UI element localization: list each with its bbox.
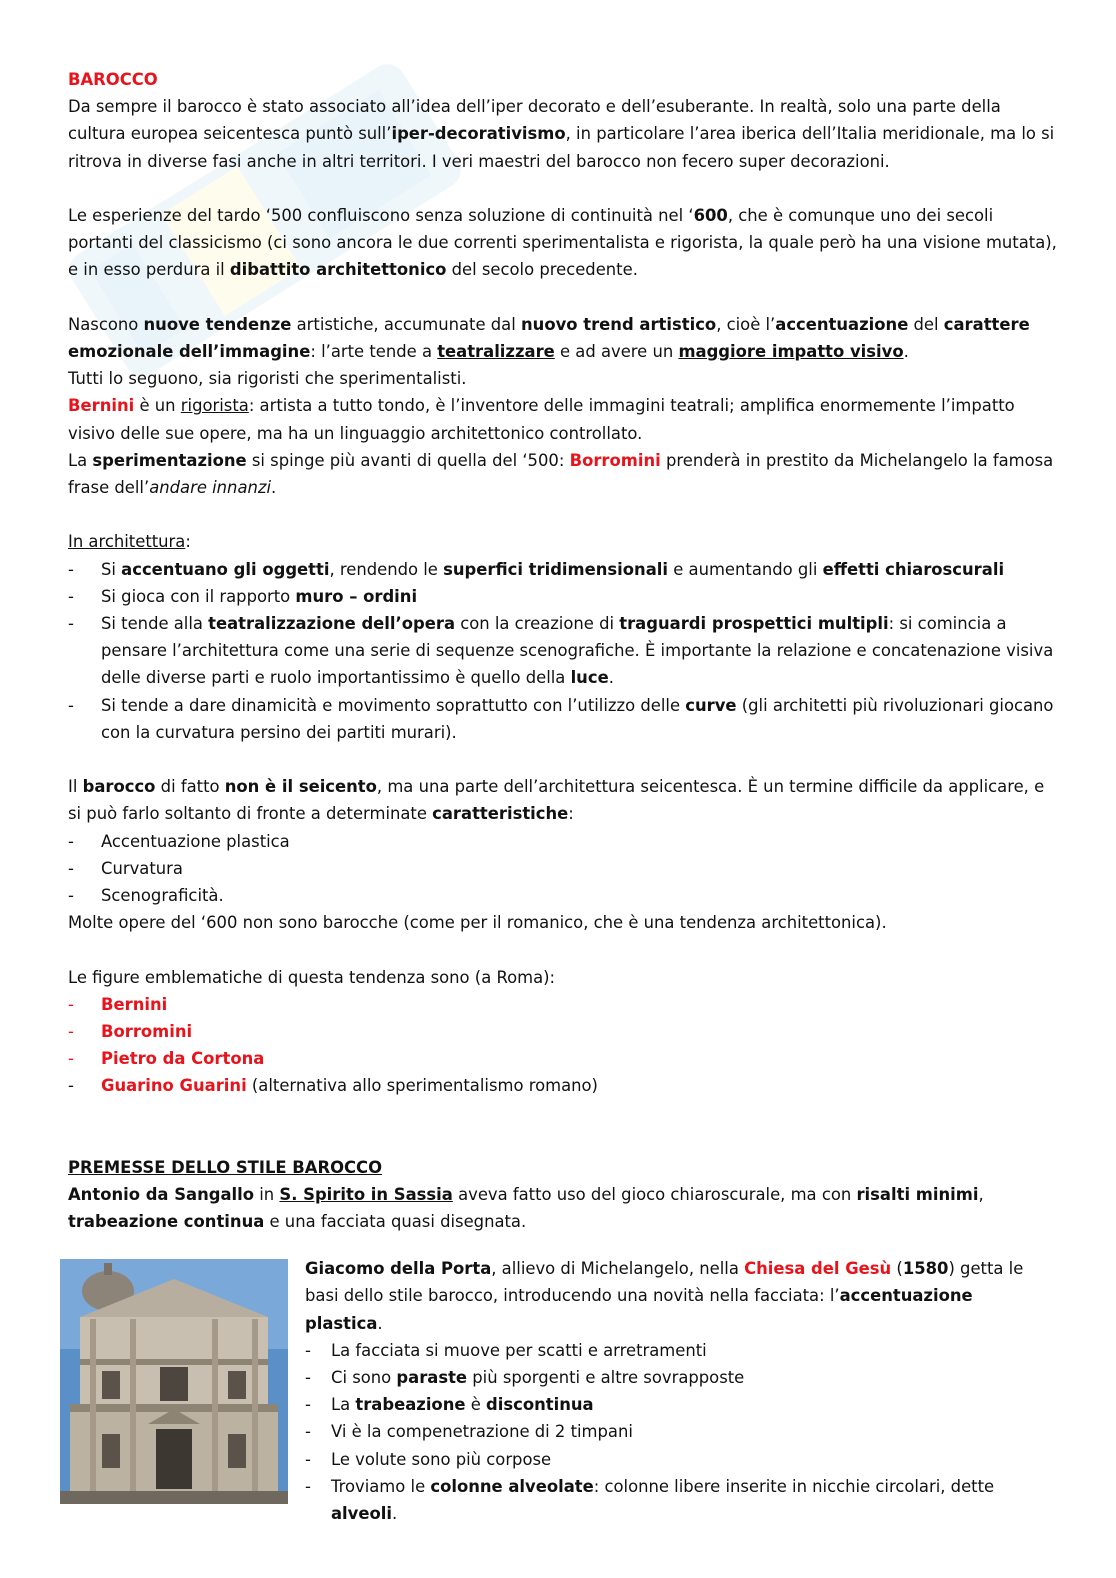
- paragraph-della-porta: Giacomo della Porta, allievo di Michelangelo, nella Chiesa del Gesù (1580) getta le basi dello stile barocco, introducendo una novità nella facciata: l’accentuazione plastica.: [305, 1259, 1024, 1333]
- list-item: - Scenograficità.: [68, 882, 1058, 909]
- list-item: - Curvatura: [68, 855, 1058, 882]
- gesu-description: [305, 1255, 1050, 1527]
- figure-row-gesu: [68, 1255, 1058, 1527]
- list-item: - Si gioca con il rapporto muro – ordini: [68, 583, 1058, 610]
- list-item: - Si tende alla teatralizzazione dell’opera con la creazione di traguardi prospettici multipli: si comincia a pensare l’architettura come una serie di sequenze scenografiche. È importante la relazione e concatenazione visiva delle diverse parti e ruolo importantissimo è quello della luce.: [68, 610, 1058, 692]
- list-item: - Troviamo le colonne alveolate: colonne libere inserite in nicchie circolari, dette alveoli.: [305, 1473, 1050, 1527]
- paragraph-seicento: Le esperienze del tardo ‘500 confluiscono senza soluzione di continuità nel ‘600, che è comunque uno dei secoli portanti del classicismo (ci sono ancora le due correnti sperimentalista e rigorista, la quale però ha una visione mutata), e in esso perdura il dibattito architettonico del secolo precedente.: [68, 206, 1057, 280]
- heading-in-architettura: In architettura:: [68, 532, 191, 552]
- list-item: - Pietro da Cortona: [68, 1045, 1058, 1072]
- list-item: - Le volute sono più corpose: [305, 1446, 1050, 1473]
- list-item: - La trabeazione è discontinua: [305, 1391, 1050, 1418]
- document-page: [68, 66, 1058, 1527]
- list-item: - Si tende a dare dinamicità e movimento soprattutto con l’utilizzo delle curve (gli architetti più rivoluzionari giocano con la curvatura persino dei partiti murari).: [68, 692, 1058, 746]
- list-item: - Vi è la compenetrazione di 2 timpani: [305, 1418, 1050, 1445]
- list-caratteristiche: [68, 828, 1058, 910]
- list-item: - Ci sono paraste più sporgenti e altre sovrapposte: [305, 1364, 1050, 1391]
- list-item: - Bernini: [68, 991, 1058, 1018]
- list-item: - Borromini: [68, 1018, 1058, 1045]
- list-item: - La facciata si muove per scatti e arretramenti: [305, 1337, 1050, 1364]
- paragraph-tendenze: Nascono nuove tendenze artistiche, accumunate dal nuovo trend artistico, cioè l’accentuazione del carattere emozionale dell’immagine: l’arte tende a teatralizzare e ad avere un maggiore impatto visivo.: [68, 314, 1030, 361]
- paragraph-opere-non-barocche: Molte opere del ‘600 non sono barocche (come per il romanico, che è una tendenza architettonica).: [68, 913, 887, 933]
- church-facade-photo: [60, 1259, 288, 1504]
- list-item: - Accentuazione plastica: [68, 828, 1058, 855]
- paragraph-intro: Da sempre il barocco è stato associato all’idea dell’iper decorato e dell’esuberante. In realtà, solo una parte della cultura europea seicentesca puntò sull’iper-decorativismo, in particolare l’area iberica dell’Italia meridionale, ma lo si ritrova in diverse fasi anche in altri territori. I veri maestri del barocco non fecero super decorazioni.: [68, 97, 1055, 171]
- paragraph-figure-emblematiche: Le figure emblematiche di questa tendenza sono (a Roma):: [68, 967, 556, 987]
- paragraph-barocco-seicento: Il barocco di fatto non è il seicento, ma una parte dell’architettura seicentesca. È un termine difficile da applicare, e si può farlo soltanto di fronte a determinate caratteristiche:: [68, 777, 1045, 824]
- list-architettura: [68, 556, 1058, 746]
- list-item: - Si accentuano gli oggetti, rendendo le superfici tridimensionali e aumentando gli effetti chiaroscurali: [68, 556, 1058, 583]
- list-gesu-features: [305, 1337, 1050, 1527]
- heading-premesse: PREMESSE DELLO STILE BAROCCO: [68, 1157, 383, 1177]
- list-item: - Guarino Guarini (alternativa allo sperimentalismo romano): [68, 1072, 1058, 1099]
- paragraph-seguono: Tutti lo seguono, sia rigoristi che sperimentalisti.: [68, 369, 467, 389]
- section-title-barocco: BAROCCO: [68, 70, 158, 89]
- paragraph-bernini: Bernini è un rigorista: artista a tutto tondo, è l’inventore delle immagini teatrali; amplifica enormemente l’impatto visivo delle sue opere, ma ha un linguaggio architettonico controllato.: [68, 396, 1015, 443]
- list-figure: [68, 991, 1058, 1100]
- paragraph-sangallo: Antonio da Sangallo in S. Spirito in Sassia aveva fatto uso del gioco chiaroscurale, ma con risalti minimi, trabeazione continua e una facciata quasi disegnata.: [68, 1184, 984, 1232]
- paragraph-sperimentazione: La sperimentazione si spinge più avanti di quella del ‘500: Borromini prenderà in prestito da Michelangelo la famosa frase dell’andare innanzi.: [68, 450, 1054, 498]
